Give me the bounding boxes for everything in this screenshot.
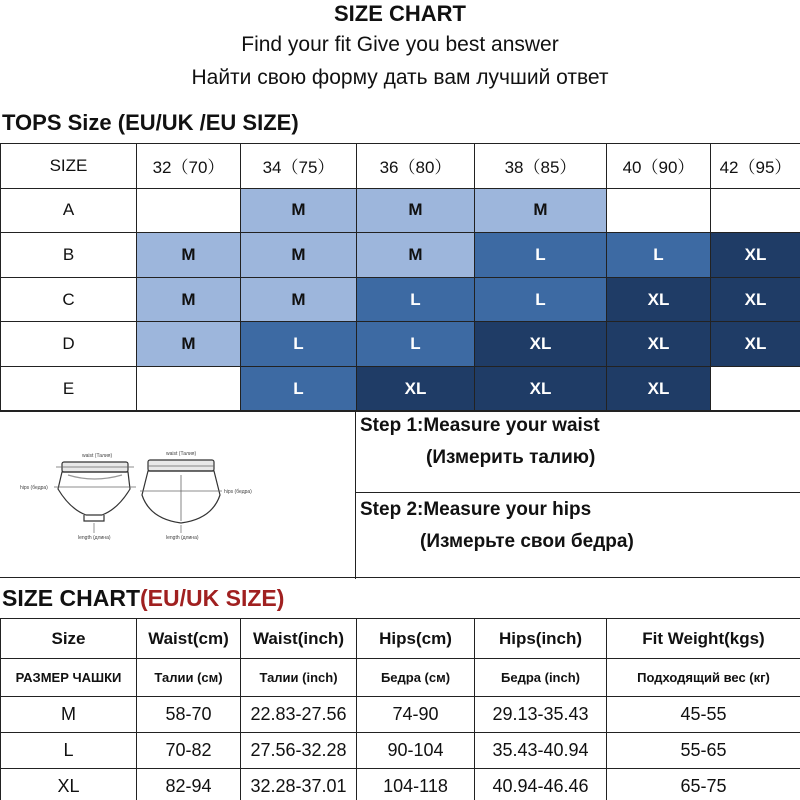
tops-size-cell: L (241, 366, 357, 411)
measurement-section (0, 410, 800, 578)
size-chart-title-red: (EU/UK SIZE) (140, 585, 285, 611)
size-chart-column-header-russian: Бедра (inch) (475, 659, 607, 697)
tops-size-cell: M (241, 277, 357, 322)
size-chart-cell: 29.13-35.43 (475, 697, 607, 733)
size-chart-column-header-russian: Талии (inch) (241, 659, 357, 697)
tops-row (1, 366, 800, 411)
size-chart-cell: 90-104 (357, 733, 475, 769)
length-label-front: length (длина) (78, 535, 111, 541)
size-chart-cell: 58-70 (137, 697, 241, 733)
tops-size-cell: XL (357, 366, 475, 411)
size-chart-column-header-russian: Подходящий вес (кг) (607, 659, 800, 697)
tops-column-header: 38（85） (475, 144, 607, 189)
tops-size-cell (137, 188, 241, 233)
tops-size-cell: M (357, 233, 475, 278)
tops-size-cell: XL (607, 366, 711, 411)
waist-label-front: waist (Талия) (82, 453, 113, 459)
tops-size-cell (607, 188, 711, 233)
size-chart-cell: 45-55 (607, 697, 800, 733)
size-chart-column-header-russian: Бедра (см) (357, 659, 475, 697)
tops-row-label: C (1, 277, 137, 322)
step-1-russian: (Измерить талию) (426, 447, 596, 468)
tops-size-cell: M (137, 277, 241, 322)
size-chart-cell: 35.43-40.94 (475, 733, 607, 769)
size-chart-cell: 74-90 (357, 697, 475, 733)
tops-size-cell: XL (607, 322, 711, 367)
size-chart-column-header: Waist(inch) (241, 619, 357, 659)
size-chart-cell: L (1, 733, 137, 769)
tops-size-cell: L (241, 322, 357, 367)
size-chart-column-header-russian: Талии (см) (137, 659, 241, 697)
tops-row-label: D (1, 322, 137, 367)
size-chart-table (0, 618, 800, 800)
size-chart-cell: 82-94 (137, 769, 241, 800)
tops-column-header: 34（75） (241, 144, 357, 189)
tops-size-cell: M (137, 233, 241, 278)
size-chart-header-row (1, 619, 800, 659)
tops-size-cell: L (475, 277, 607, 322)
size-chart-row (1, 697, 800, 733)
step-2-text: Step 2:Measure your hips (360, 499, 592, 520)
size-chart-header-row-russian (1, 659, 800, 697)
size-chart-cell: 27.56-32.28 (241, 733, 357, 769)
size-chart-column-header: Fit Weight(kgs) (607, 619, 800, 659)
size-chart-cell: 104-118 (357, 769, 475, 800)
tops-size-table (0, 143, 800, 412)
size-chart-cell: 70-82 (137, 733, 241, 769)
tops-row (1, 188, 800, 233)
size-chart-title (0, 580, 284, 616)
tops-size-cell: XL (711, 233, 800, 278)
size-chart-column-header-russian: РАЗМЕР ЧАШКИ (1, 659, 137, 697)
tops-size-cell: M (475, 188, 607, 233)
size-chart-column-header: Waist(cm) (137, 619, 241, 659)
tops-size-cell: XL (475, 366, 607, 411)
size-chart-column-header: Size (1, 619, 137, 659)
tops-size-cell: XL (607, 277, 711, 322)
size-chart-cell: 55-65 (607, 733, 800, 769)
tops-row (1, 233, 800, 278)
tops-size-cell (137, 366, 241, 411)
tops-size-cell: M (137, 322, 241, 367)
tops-size-cell: M (241, 233, 357, 278)
size-chart-column-header: Hips(cm) (357, 619, 475, 659)
size-chart-column-header: Hips(inch) (475, 619, 607, 659)
size-chart-cell: 65-75 (607, 769, 800, 800)
hips-label-back: hips (бедра) (224, 489, 252, 495)
step-1-text: Step 1:Measure your waist (360, 415, 600, 436)
underwear-diagram-icon (0, 411, 356, 579)
page-title: SIZE CHART (334, 1, 466, 26)
tops-size-cell: L (475, 233, 607, 278)
tops-row (1, 277, 800, 322)
tops-size-cell: XL (711, 322, 800, 367)
size-chart-row (1, 733, 800, 769)
tops-size-cell: L (607, 233, 711, 278)
tops-corner-label: SIZE (1, 144, 137, 189)
length-label-back: length (длина) (166, 535, 199, 541)
tops-column-header: 36（80） (357, 144, 475, 189)
size-chart-cell: 22.83-27.56 (241, 697, 357, 733)
tops-row (1, 322, 800, 367)
subtitle-english: Find your fit Give you best answer (241, 33, 559, 56)
tops-size-cell: M (357, 188, 475, 233)
tops-column-header: 40（90） (607, 144, 711, 189)
size-chart-title-black: SIZE CHART (2, 585, 140, 611)
tops-row-label: E (1, 366, 137, 411)
step-1-panel (356, 411, 800, 493)
tops-header-row (1, 144, 800, 189)
tops-column-header: 42（95） (711, 144, 800, 189)
tops-size-cell: M (241, 188, 357, 233)
size-chart-cell: 40.94-46.46 (475, 769, 607, 800)
tops-size-cell: L (357, 322, 475, 367)
tops-size-cell: L (357, 277, 475, 322)
tops-size-cell: XL (711, 277, 800, 322)
step-2-russian: (Измерьте свои бедра) (420, 531, 634, 552)
tops-column-header: 32（70） (137, 144, 241, 189)
tops-size-cell: XL (475, 322, 607, 367)
tops-size-title: TOPS Size (EU/UK /EU SIZE) (2, 110, 299, 135)
size-chart-cell: XL (1, 769, 137, 800)
measurement-diagram (0, 411, 356, 579)
subtitle-russian: Найти свою форму дать вам лучший ответ (191, 66, 609, 89)
step-2-panel (356, 493, 800, 579)
hips-label-front: hips (бедра) (20, 485, 48, 491)
tops-size-cell (711, 188, 800, 233)
size-chart-cell: M (1, 697, 137, 733)
size-chart-row (1, 769, 800, 800)
waist-label-back: waist (Талия) (166, 451, 197, 457)
tops-row-label: A (1, 188, 137, 233)
size-chart-cell: 32.28-37.01 (241, 769, 357, 800)
tops-row-label: B (1, 233, 137, 278)
tops-size-cell (711, 366, 800, 411)
